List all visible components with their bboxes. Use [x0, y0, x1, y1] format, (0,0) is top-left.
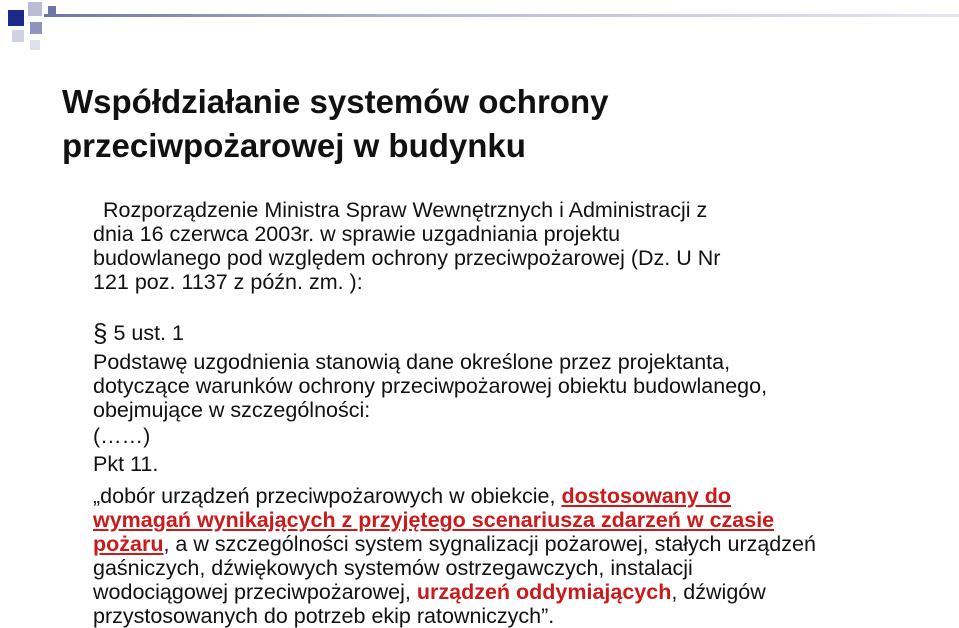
section-sign: § [93, 318, 108, 348]
quote-text: , a w szczególności system sygnalizacji pożarowej, stałych urządzeń [163, 532, 816, 556]
deco-square-mid [30, 22, 42, 34]
quote-line: gaśniczych, dźwiękowych systemów ostrzegawczych, instalacji [93, 556, 693, 580]
regulation-reference [93, 198, 938, 294]
deco-square-mid [48, 6, 56, 14]
quote-text: , dźwigów [671, 580, 766, 604]
ellipsis: (……) [93, 424, 151, 448]
header-rule [44, 14, 959, 17]
deco-square-light [30, 40, 40, 50]
quote-line [93, 580, 938, 604]
highlighted-text: dostosowany do [561, 484, 732, 508]
paragraph-line: obejmujące w szczególności: [93, 398, 371, 422]
quote-line [93, 532, 938, 556]
regulation-line: dnia 16 czerwca 2003r. w sprawie uzgadniania projektu [93, 222, 621, 246]
paragraph-quote [93, 484, 938, 628]
highlighted-text: urządzeń oddymiających [416, 580, 672, 604]
paragraph-line: Podstawę uzgodnienia stanowią dane określone przez projektanta, [93, 350, 731, 374]
point-number: Pkt 11. [93, 452, 159, 476]
quote-text: „dobór urządzeń przeciwpożarowych w obiekcie, [93, 484, 562, 508]
deco-square-light [28, 2, 42, 16]
quote-text: wodociągowej przeciwpożarowej, [93, 580, 417, 604]
title-line: Współdziałanie systemów ochrony [62, 83, 609, 120]
section-label: 5 ust. 1 [107, 321, 184, 345]
paragraph-line: dotyczące warunków ochrony przeciwpożarowej obiektu budowlanego, [93, 374, 768, 398]
quote-line: przystosowanych do potrzeb ekip ratowniczych”. [93, 604, 555, 628]
quote-line [93, 484, 938, 508]
quote-line [93, 508, 938, 532]
deco-square-dark [8, 10, 24, 26]
deco-square-light [12, 30, 24, 42]
highlighted-text: pożaru [93, 532, 164, 556]
section-marker [93, 318, 938, 348]
regulation-line: Rozporządzenie Ministra Spraw Wewnętrznych i Administracji z [103, 198, 708, 222]
paragraph-basis [93, 350, 938, 422]
regulation-line: budowlanego pod względem ochrony przeciwpożarowej (Dz. U Nr [93, 246, 721, 270]
regulation-line: 121 poz. 1137 z późn. zm. ): [93, 270, 363, 294]
slide-title [62, 80, 922, 168]
title-line: przeciwpożarowej w budynku [62, 127, 526, 164]
highlighted-text: wymagań wynikających z przyjętego scenariusza zdarzeń w czasie [93, 508, 775, 532]
